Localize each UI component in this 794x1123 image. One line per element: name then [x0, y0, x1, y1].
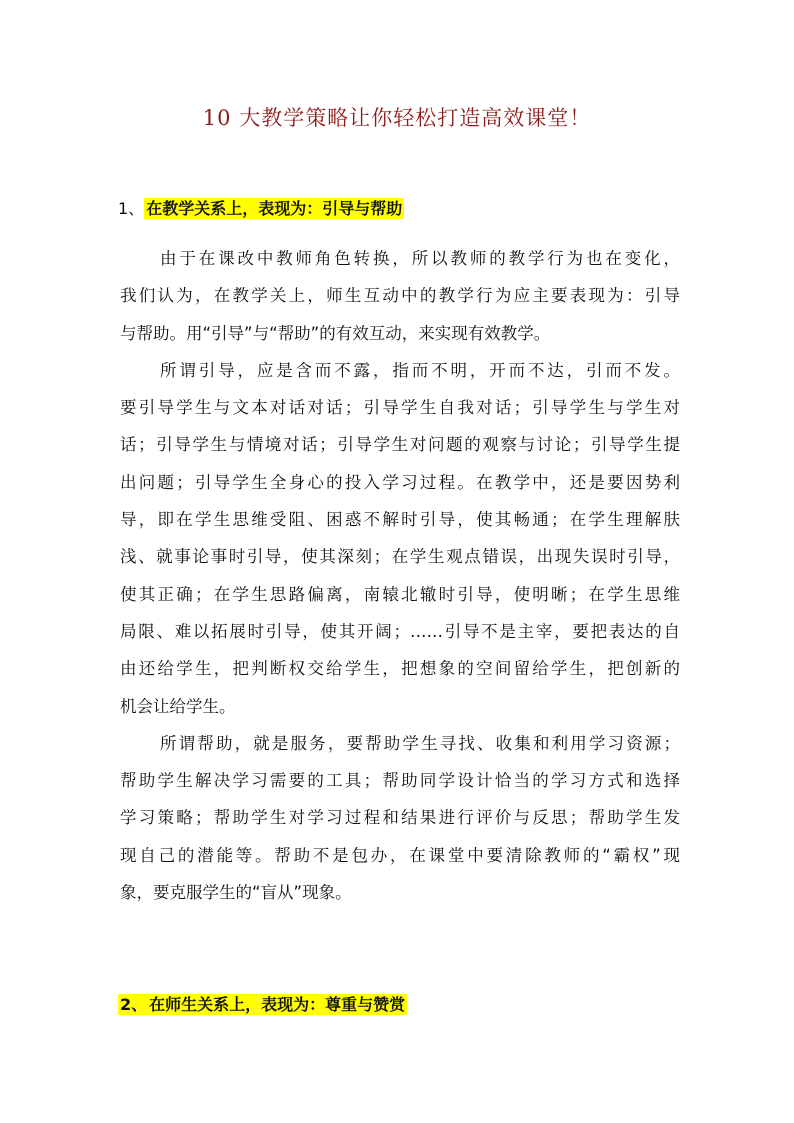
paragraph-line: 帮助学生解决学习需要的工具；帮助同学设计恰当的学习方式和选择	[120, 771, 680, 791]
paragraph-line: 学习策略；帮助学生对学习过程和结果进行评价与反思；帮助学生发	[120, 808, 680, 828]
section-heading-text: 在教学关系上，表现为：引导与帮助	[146, 199, 403, 218]
section-heading-1	[118, 198, 404, 220]
paragraph-line: 与帮助。用“引导”与“帮助”的有效互动，来实现有效教学。	[120, 323, 551, 343]
paragraph-line: 导，即在学生思维受阻、困惑不解时引导，使其畅通；在学生理解肤	[120, 510, 680, 530]
paragraph-line: 象，要克服学生的“盲从”现象。	[120, 883, 352, 903]
paragraph-line: 浅、就事论事时引导，使其深刻；在学生观点错误，出现失误时引导，	[120, 547, 680, 567]
paragraph-line: 话；引导学生与情境对话；引导学生对问题的观察与讨论；引导学生提	[120, 435, 680, 455]
paragraph-line: 出问题；引导学生全身心的投入学习过程。在教学中，还是要因势利	[120, 472, 680, 492]
section-number: 1、	[118, 199, 145, 218]
paragraph-line: 我们认为，在教学关上，师生互动中的教学行为应主要表现为：引导	[120, 286, 680, 306]
paragraph-line: 现自己的潜能等。帮助不是包办，在课堂中要清除教师的“霸权”现	[120, 845, 680, 865]
paragraph-line: 所谓引导，应是含而不露，指而不明，开而不达，引而不发。	[160, 360, 680, 380]
paragraph-line: 要引导学生与文本对话对话；引导学生自我对话；引导学生与学生对	[120, 398, 680, 418]
section-heading-text: 在师生关系上，表现为：尊重与赞赏	[149, 995, 406, 1014]
document-title: 10 大教学策略让你轻松打造高效课堂！	[202, 106, 592, 130]
paragraph-line: 由还给学生，把判断权交给学生，把想象的空间留给学生，把创新的	[120, 659, 680, 679]
section-heading-2	[118, 994, 407, 1016]
paragraph-line: 所谓帮助，就是服务，要帮助学生寻找、收集和利用学习资源；	[160, 733, 680, 753]
paragraph-line: 局限、难以拓展时引导，使其开阔；……引导不是主宰，要把表达的自	[120, 621, 680, 641]
section-number: 2、	[120, 995, 148, 1014]
section-1-body	[120, 240, 680, 911]
paragraph-line: 机会让给学生。	[120, 696, 236, 716]
paragraph-line: 使其正确；在学生思路偏离，南辕北辙时引导，使明晰；在学生思维	[120, 584, 680, 604]
paragraph-line: 由于在课改中教师角色转换，所以教师的教学行为也在变化，	[160, 249, 680, 268]
